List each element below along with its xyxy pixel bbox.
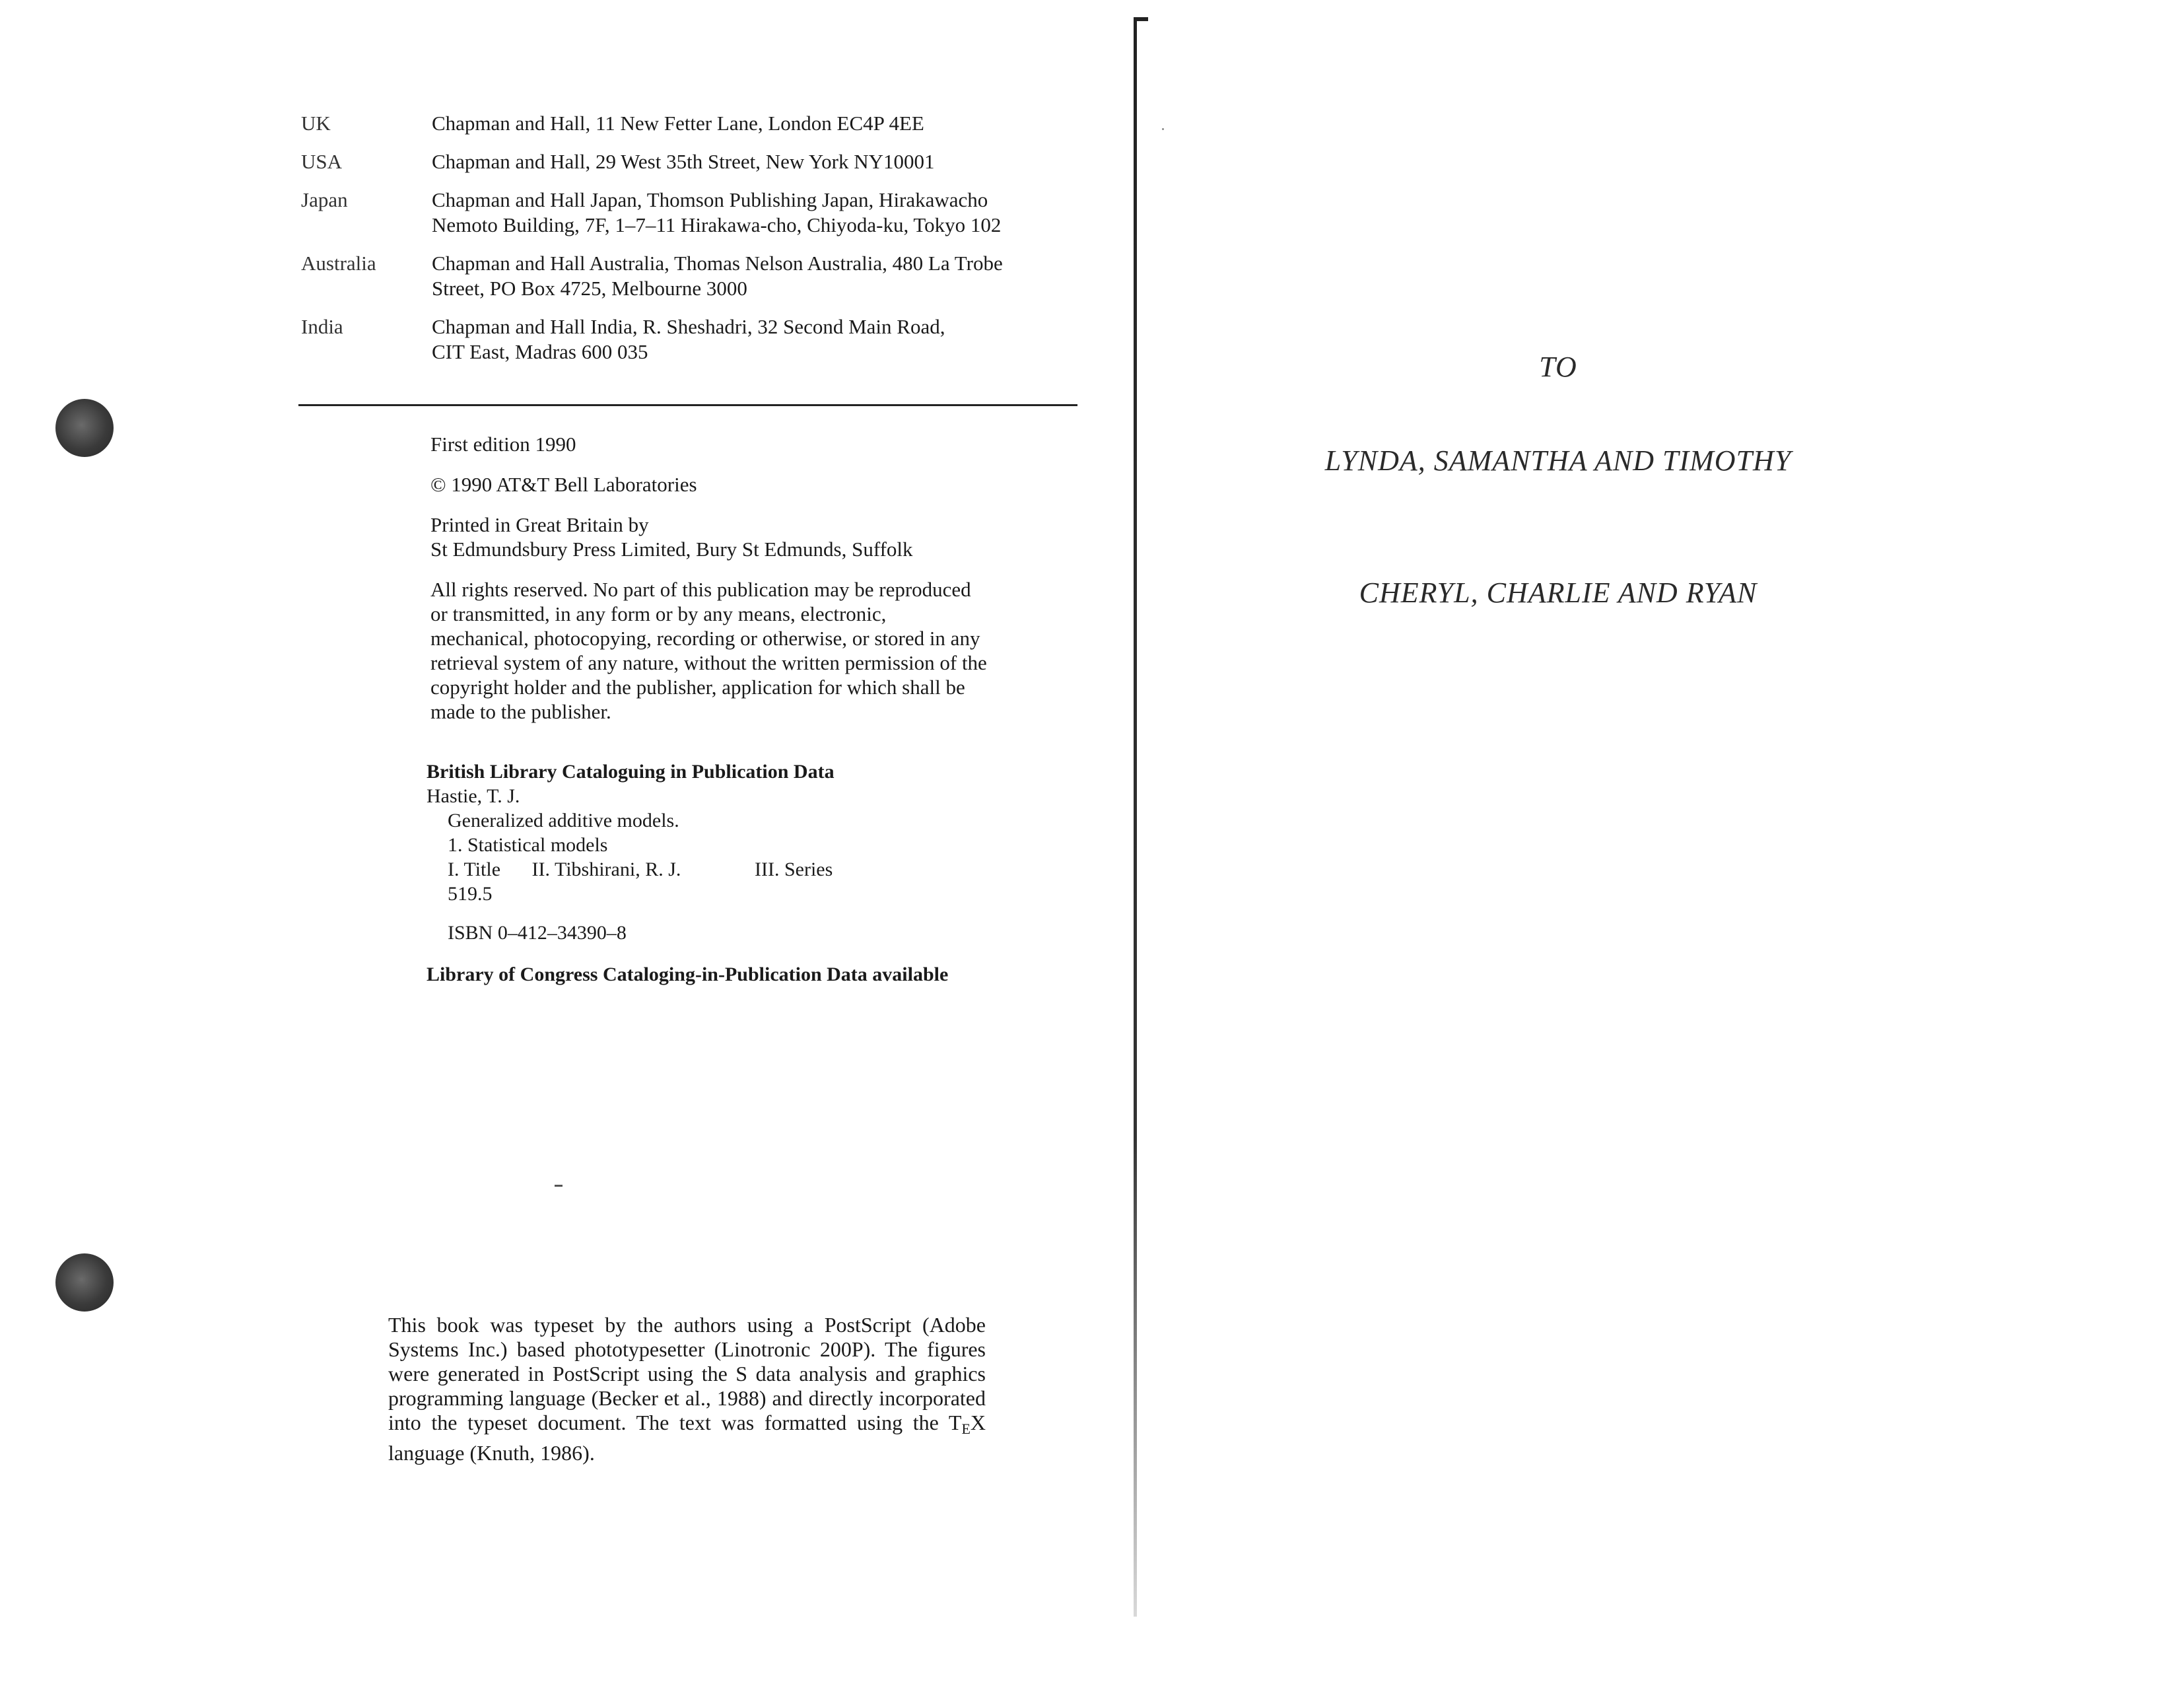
isbn: ISBN 0–412–34390–8	[448, 922, 627, 944]
publisher-country: Japan	[301, 188, 348, 211]
cip-title: Generalized additive models.	[448, 810, 679, 831]
rights-statement: All rights reserved. No part of this publication may be reproduced or transmitted, in any form or by any means, electronic, mechanical, photocopying, recording or otherwise, or stored in any retrieval system of any nature, without the written permission of the copyright holder and the publisher, application for which shall be made to the publisher.	[430, 578, 987, 723]
publisher-country: India	[301, 315, 343, 338]
typeset-text: This book was typeset by the authors using a PostScript (Adobe Systems Inc.) based phototypesetter (Linotronic 200P). The figures were generated in PostScript using the S data analysis and graphics programming language (Becker et al., 1988) and directly incorporated into the typeset document. The text was formatted using the	[388, 1313, 986, 1434]
cip-entry: II. Tibshirani, R. J.	[531, 859, 681, 880]
publisher-country: USA	[301, 150, 343, 173]
typeset-text-end: language (Knuth, 1986).	[388, 1441, 595, 1465]
edition-statement: First edition 1990	[430, 433, 576, 456]
cip-heading: British Library Cataloguing in Publication Data	[427, 761, 835, 783]
cip-entries	[427, 857, 1074, 882]
cip-author: Hastie, T. J.	[427, 785, 520, 807]
scan-speck	[1162, 128, 1164, 130]
typesetting-note	[388, 1313, 986, 1465]
dedication-to: TO	[1539, 351, 1577, 383]
publisher-row	[301, 111, 1080, 136]
cip-classification: 519.5	[448, 883, 493, 905]
publisher-row	[301, 188, 1080, 238]
publisher-address: Chapman and Hall Japan, Thomson Publishing Japan, Hirakawacho Nemoto Building, 7F, 1–7–11 Hirakawa-cho, Chiyoda-ku, Tokyo 102	[432, 188, 1002, 236]
punch-hole-bottom	[55, 1253, 114, 1312]
publisher-address: Chapman and Hall India, R. Sheshadri, 32 Second Main Road, CIT East, Madras 600 035	[432, 315, 945, 363]
stray-mark	[555, 1185, 563, 1187]
publisher-addresses	[301, 111, 1080, 378]
cip-entry: I. Title	[448, 859, 501, 880]
punch-hole-top	[55, 399, 114, 457]
section-divider	[298, 404, 1077, 406]
dedication-line: LYNDA, SAMANTHA AND TIMOTHY	[1324, 444, 1792, 477]
publisher-row	[301, 314, 1080, 365]
cip-entry: III. Series	[755, 859, 833, 880]
cip-subject: 1. Statistical models	[448, 834, 608, 856]
publisher-address: Chapman and Hall, 29 West 35th Street, New York NY10001	[432, 150, 935, 173]
publisher-country: Australia	[301, 252, 376, 275]
loc-statement: Library of Congress Cataloging-in-Publication Data available	[427, 964, 949, 985]
tex-logo	[948, 1411, 986, 1437]
page-spine	[1134, 18, 1137, 1617]
publisher-row	[301, 251, 1080, 301]
publisher-row	[301, 149, 1080, 174]
printer-statement: Printed in Great Britain by St Edmundsbury Press Limited, Bury St Edmunds, Suffolk	[430, 513, 913, 561]
publisher-country: UK	[301, 112, 331, 135]
dedication-line: CHERYL, CHARLIE AND RYAN	[1359, 577, 1757, 609]
cataloguing-data	[427, 759, 1074, 987]
tex-letter: T	[948, 1411, 962, 1434]
page-spine-cap	[1134, 17, 1148, 21]
publisher-address: Chapman and Hall Australia, Thomas Nelson Australia, 480 La Trobe Street, PO Box 4725, Melbourne 3000	[432, 252, 1003, 300]
imprint-block	[430, 432, 1077, 740]
tex-letter: E	[961, 1421, 971, 1437]
tex-letter: X	[970, 1411, 986, 1434]
publisher-address: Chapman and Hall, 11 New Fetter Lane, London EC4P 4EE	[432, 112, 924, 135]
copyright-statement: © 1990 AT&T Bell Laboratories	[430, 473, 697, 496]
